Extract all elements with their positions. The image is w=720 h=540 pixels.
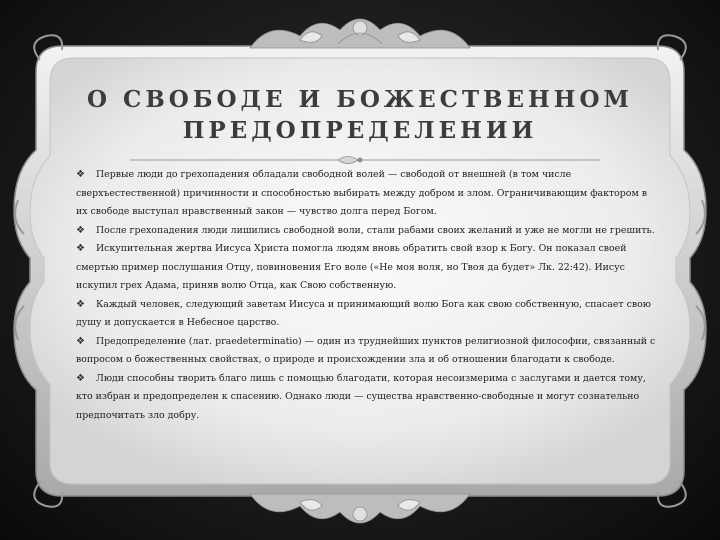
list-item — [76, 296, 656, 333]
bullet-text: После грехопадения люди лишились свободной воли, стали рабами своих желаний и уже не могли не грешить. — [96, 224, 655, 236]
list-item — [76, 240, 656, 296]
slide-title — [60, 84, 660, 146]
bullet-text: Каждый человек, следующий заветам Иисуса и принимающий волю Бога как свою собственную, спасает свою душу и допускается в Небесное царство. — [76, 298, 651, 328]
top-crest-ornament — [250, 19, 470, 48]
bullet-text: Предопределение (лат. praedeterminatio) — один из труднейших пунктов религиозной философии, связанный с вопросом о божественных свойствах, о природе и происхождении зла и об отношении благодати к свободе. — [76, 335, 656, 365]
list-item — [76, 222, 656, 241]
title-line-1: О СВОБОДЕ И БОЖЕСТВЕННОМ — [87, 86, 633, 113]
title-line-2: ПРЕДОПРЕДЕЛЕНИИ — [182, 117, 538, 144]
list-item — [76, 333, 656, 370]
bullet-text: Люди способны творить благо лишь с помощью благодати, которая несоизмерима с заслугами и дается тому, кто избран и предопределен к спасению. Однако люди — существа нравственно-свободные и могут сознательно предпочитать зло добру. — [76, 372, 646, 421]
diamond-bullet-icon: ❖ — [76, 298, 85, 310]
list-item — [76, 166, 656, 222]
bullet-text: Первые люди до грехопадения обладали свободной волей — свободой от внешней (в том числе сверхъестественной) причинности и способностью выбирать между добром и злом. Ограничивающим фактором в их свободе выступал нравственный закон — чувство долга перед Богом. — [76, 169, 648, 217]
diamond-bullet-icon: ❖ — [76, 224, 85, 236]
diamond-bullet-icon: ❖ — [76, 335, 85, 347]
diamond-bullet-icon: ❖ — [76, 243, 85, 254]
list-item — [76, 370, 656, 426]
diamond-bullet-icon: ❖ — [76, 169, 85, 180]
bottom-crest-ornament — [250, 494, 470, 523]
bullet-list — [76, 166, 656, 425]
bullet-text: Искупительная жертва Иисуса Христа помогла людям вновь обратить свой взор к Богу. Он показал своей смертью пример послушания Отцу, повиновения Его воле («Не моя воля, но Твоя да будет» Лк. 22:42). Иисус искупил грех Адама, приняв волю Отца, как Свою собственную. — [76, 243, 627, 291]
diamond-bullet-icon: ❖ — [76, 372, 85, 384]
